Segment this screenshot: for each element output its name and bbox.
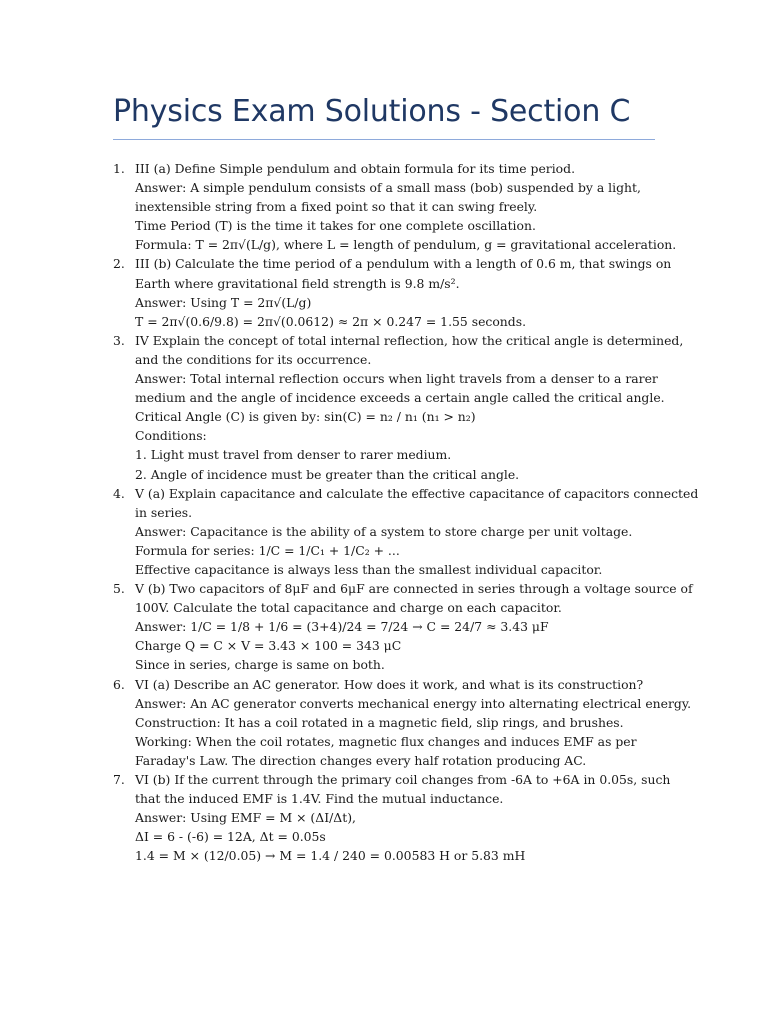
question-text: VI (a) Describe an AC generator. How does it work, and what is its construction? xyxy=(135,676,644,692)
question-item xyxy=(113,159,677,254)
answer-line: T = 2π√(0.6/9.8) = 2π√(0.0612) ≈ 2π × 0.247 = 1.55 seconds. xyxy=(135,313,527,329)
question-item xyxy=(113,254,673,330)
question-text: IV Explain the concept of total internal reflection, how the critical angle is determined, xyxy=(135,332,684,348)
answer-line: Formula for series: 1/C = 1/C₁ + 1/C₂ + ... xyxy=(135,542,400,558)
question-number: 4. xyxy=(113,485,125,501)
answer-line: Conditions: xyxy=(135,428,207,444)
question-item xyxy=(113,331,684,484)
answer-line: Working: When the coil rotates, magnetic flux changes and induces EMF as per xyxy=(135,733,637,749)
question-number: 3. xyxy=(113,332,125,348)
question-text: V (b) Two capacitors of 8μF and 6μF are connected in series through a voltage source of xyxy=(135,581,693,597)
answer-line: ΔI = 6 - (-6) = 12A, Δt = 0.05s xyxy=(135,829,326,845)
question-text: V (a) Explain capacitance and calculate the effective capacitance of capacitors connected xyxy=(135,485,699,501)
question-text: III (b) Calculate the time period of a pendulum with a length of 0.6 m, that swings on xyxy=(135,256,672,272)
answer-line: Answer: Using T = 2π√(L/g) xyxy=(135,294,312,310)
document-title: Physics Exam Solutions - Section C xyxy=(113,94,631,129)
answer-line: Earth where gravitational field strength is 9.8 m/s². xyxy=(135,275,460,291)
answer-line: Answer: Using EMF = M × (ΔI/Δt), xyxy=(135,810,356,826)
question-list xyxy=(113,159,699,865)
answer-line: Answer: A simple pendulum consists of a small mass (bob) suspended by a light, xyxy=(135,180,641,196)
question-item xyxy=(113,579,693,674)
question-number: 5. xyxy=(113,581,125,597)
answer-line: Answer: Capacitance is the ability of a system to store charge per unit voltage. xyxy=(135,523,633,539)
answer-line: Charge Q = C × V = 3.43 × 100 = 343 μC xyxy=(135,638,402,654)
answer-line: 2. Angle of incidence must be greater than the critical angle. xyxy=(135,466,520,482)
answer-line: Answer: Total internal reflection occurs when light travels from a denser to a rarer xyxy=(135,371,658,387)
question-number: 1. xyxy=(113,161,125,176)
answer-line: that the induced EMF is 1.4V. Find the mutual inductance. xyxy=(135,791,504,807)
question-text: VI (b) If the current through the primary coil changes from -6A to +6A in 0.05s, such xyxy=(135,772,671,787)
question-number: 2. xyxy=(113,256,125,272)
answer-line: and the conditions for its occurrence. xyxy=(135,351,372,367)
title-underline xyxy=(113,139,655,140)
answer-line: Since in series, charge is same on both. xyxy=(135,657,385,673)
answer-line: 100V. Calculate the total capacitance and charge on each capacitor. xyxy=(135,600,562,616)
answer-line: Effective capacitance is always less than the smallest individual capacitor. xyxy=(135,561,603,577)
answer-line: medium and the angle of incidence exceeds a certain angle called the critical angle. xyxy=(135,390,665,406)
answer-line: in series. xyxy=(135,504,193,520)
question-number: 7. xyxy=(113,772,125,787)
question-item xyxy=(113,484,699,579)
answer-line: Critical Angle (C) is given by: sin(C) = n₂ / n₁ (n₁ > n₂) xyxy=(135,409,476,425)
answer-line: Answer: 1/C = 1/8 + 1/6 = (3+4)/24 = 7/24 → C = 24/7 ≈ 3.43 μF xyxy=(135,619,549,635)
question-number: 6. xyxy=(113,676,125,692)
answer-line: 1.4 = M × (12/0.05) → M = 1.4 / 240 = 0.00583 H or 5.83 mH xyxy=(135,848,526,864)
answer-line: Construction: It has a coil rotated in a magnetic field, slip rings, and brushes. xyxy=(135,714,624,730)
answer-line: Formula: T = 2π√(L/g), where L = length of pendulum, g = gravitational acceleration. xyxy=(135,237,677,253)
question-text: III (a) Define Simple pendulum and obtain formula for its time period. xyxy=(135,161,576,176)
question-item xyxy=(113,770,673,865)
question-item xyxy=(113,675,692,770)
answer-line: 1. Light must travel from denser to rarer medium. xyxy=(135,447,452,463)
answer-line: Answer: An AC generator converts mechanical energy into alternating electrical energy. xyxy=(135,695,692,711)
answer-line: Faraday's Law. The direction changes every half rotation producing AC. xyxy=(135,752,587,768)
answer-line: inextensible string from a fixed point so that it can swing freely. xyxy=(135,199,538,215)
answer-line: Time Period (T) is the time it takes for one complete oscillation. xyxy=(135,218,536,234)
